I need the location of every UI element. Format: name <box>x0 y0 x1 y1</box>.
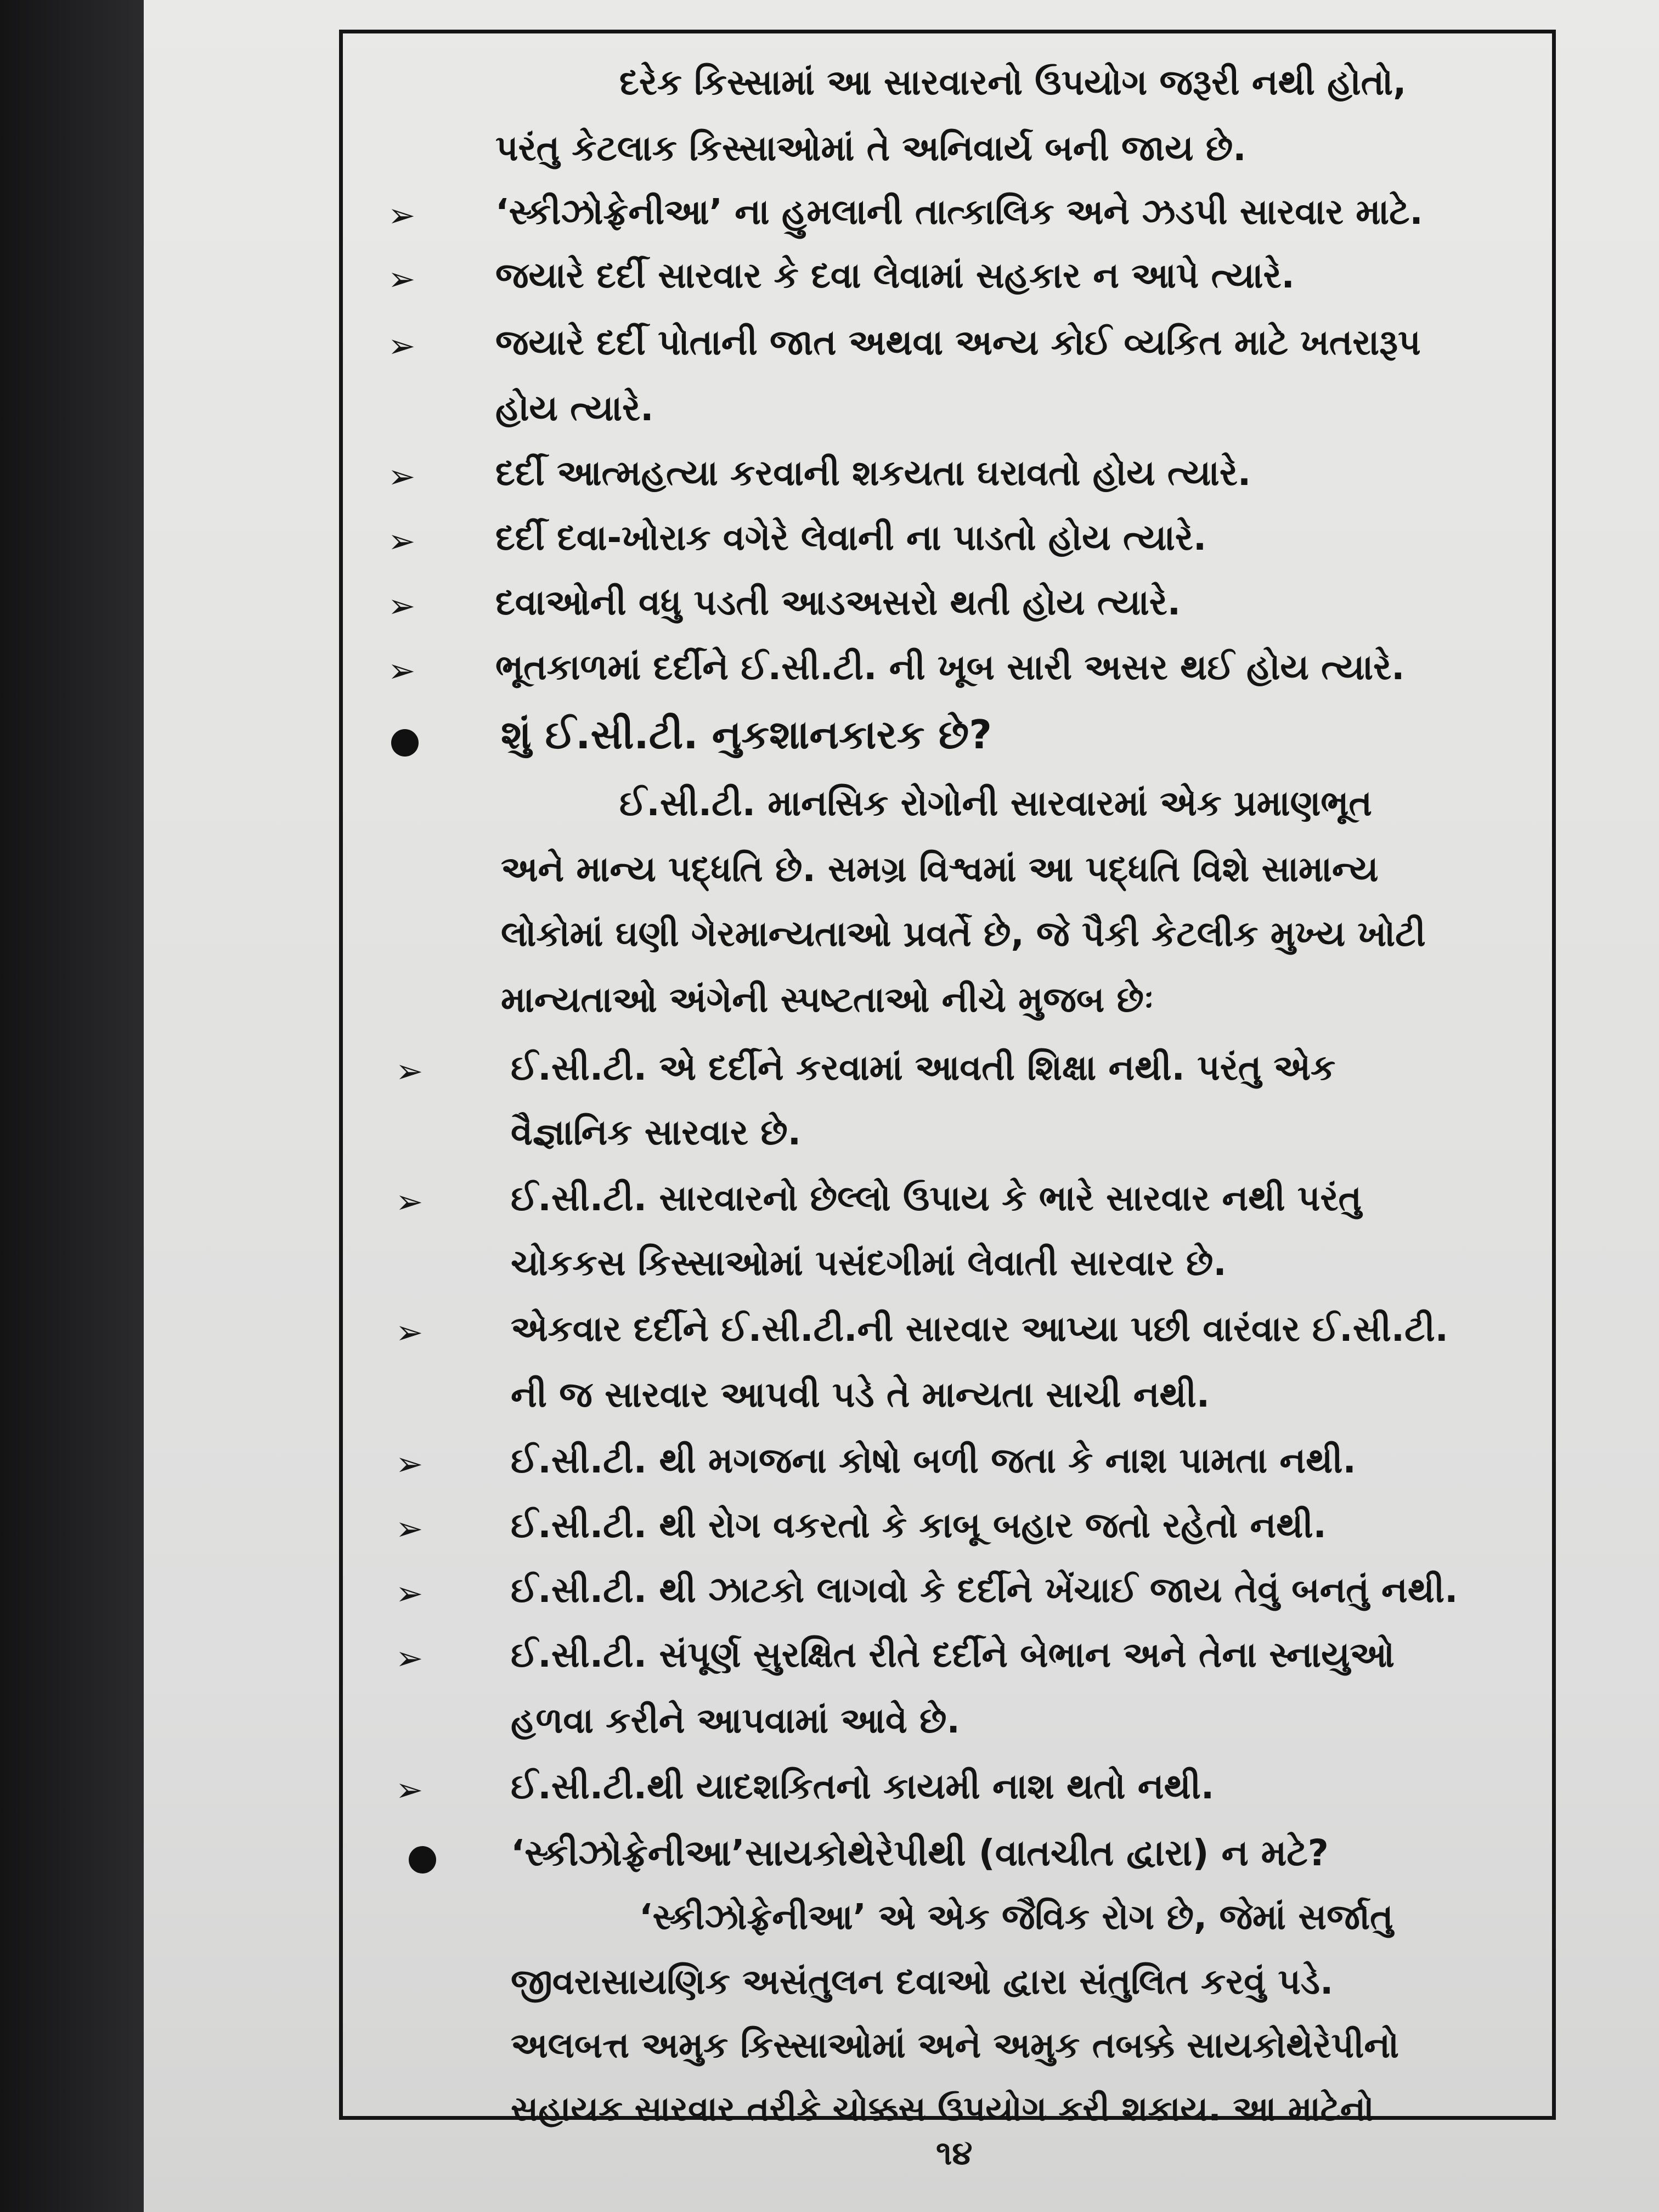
arrow-bullet-icon: ➢ <box>388 587 416 625</box>
bullet-text: દર્દી આત્મહત્યા કરવાની શકયતા ઘરાવતો હોય ત્યારે. <box>495 453 1251 494</box>
bullet-text: ઈ.સી.ટી. સંપૂર્ણ સુરક્ષિત રીતે દર્દીને બેભાન અને તેના સ્નાયુઓ <box>511 1635 1395 1675</box>
section-heading: ‘સ્કીઝોફ્રેનીઆ’સાયકોથેરેપીથી (વાતચીત દ્વારા) ન મટે? <box>511 1832 1329 1874</box>
arrow-bullet-icon: ➢ <box>396 1183 424 1221</box>
paragraph-line: સહાયક સારવાર તરીકે ચોક્કસ ઉપયોગ કરી શકાય. આ માટેનો <box>511 2089 1374 2129</box>
bullet-text: ઈ.સી.ટી. થી મગજના કોષો બળી જતા કે નાશ પામતા નથી. <box>511 1441 1356 1481</box>
paragraph-line: લોકોમાં ઘણી ગેરમાન્યતાઓ પ્રવર્તે છે, જે પૈકી કેટલીક મુખ્ય ખોટી <box>501 914 1426 955</box>
section-bullet-dot-icon <box>391 729 419 757</box>
bullet-text: જયારે દર્દી સારવાર કે દવા લેવામાં સહકાર ન આપે ત્યારે. <box>495 256 1295 296</box>
bullet-text: ઈ.સી.ટી.થી યાદશકિતનો કાયમી નાશ થતો નથી. <box>511 1767 1215 1807</box>
paragraph-line: ઈ.સી.ટી. માનસિક રોગોની સારવારમાં એક પ્રમાણભૂત <box>619 783 1372 824</box>
bullet-text-continued: હળવા કરીને આપવામાં આવે છે. <box>511 1701 960 1741</box>
arrow-bullet-icon: ➢ <box>396 1445 424 1483</box>
section-bullet-dot-icon <box>409 1846 436 1874</box>
arrow-bullet-icon: ➢ <box>388 196 416 235</box>
paragraph-line: જીવરાસાયણિક અસંતુલન દવાઓ દ્વારા સંતુલિત કરવું પડે. <box>511 1962 1334 2002</box>
page-number: ૧૪ <box>936 2134 973 2172</box>
bullet-text: દર્દી દવા-ખોરાક વગેરે લેવાની ના પાડતો હોય ત્યારે. <box>495 518 1207 558</box>
arrow-bullet-icon: ➢ <box>388 652 416 690</box>
arrow-bullet-icon: ➢ <box>396 1313 424 1352</box>
arrow-bullet-icon: ➢ <box>396 1575 424 1613</box>
arrow-bullet-icon: ➢ <box>396 1052 424 1091</box>
section-heading: શું ઈ.સી.ટી. નુકશાનકારક છે? <box>501 712 992 758</box>
bullet-text-continued: વૈજ્ઞાનિક સારવાર છે. <box>511 1113 802 1153</box>
bullet-text-continued: હોય ત્યારે. <box>495 388 654 429</box>
paragraph-line: અલબત્ત અમુક કિસ્સાઓમાં અને અમુક તબક્કે સાયકોથેરેપીનો <box>511 2025 1399 2066</box>
arrow-bullet-icon: ➢ <box>388 522 416 561</box>
bullet-text-continued: ચોકકસ કિસ્સાઓમાં પસંદગીમાં લેવાતી સારવાર છે. <box>511 1243 1227 1284</box>
paragraph-line: પરંતુ કેટલાક કિસ્સાઓમાં તે અનિવાર્ય બની જાય છે. <box>495 128 1246 169</box>
paragraph-line: અને માન્ય પદ્ધતિ છે. સમગ્ર વિશ્વમાં આ પદ્ધતિ વિશે સામાન્ય <box>501 849 1379 890</box>
bullet-text: ભૂતકાળમાં દર્દીને ઈ.સી.ટી. ની ખૂબ સારી અસર થઈ હોય ત્યારે. <box>495 647 1405 688</box>
arrow-bullet-icon: ➢ <box>396 1639 424 1678</box>
paragraph-line: ‘સ્કીઝોફ્રેનીઆ’ એ એક જૈવિક રોગ છે, જેમાં સર્જાતુ <box>639 1897 1393 1938</box>
page-content <box>343 33 1552 2129</box>
paragraph-line: દરેક કિસ્સામાં આ સારવારનો ઉપયોગ જરૂરી નથી હોતો, <box>619 63 1407 103</box>
bullet-text: ઈ.સી.ટી. થી રોગ વકરતો કે કાબૂ બહાર જતો રહેતો નથી. <box>511 1505 1327 1546</box>
bullet-text: ઈ.સી.ટી. એ દર્દીને કરવામાં આવતી શિક્ષા નથી. પરંતુ એક <box>511 1048 1336 1088</box>
arrow-bullet-icon: ➢ <box>388 327 416 365</box>
bullet-text: ઈ.સી.ટી. થી ઝાટકો લાગવો કે દર્દીને ખેંચાઈ જાય તેવું બનતું નથી. <box>511 1570 1458 1611</box>
bullet-text-continued: ની જ સારવાર આપવી પડે તે માન્યતા સાચી નથી. <box>511 1375 1210 1415</box>
arrow-bullet-icon: ➢ <box>396 1510 424 1548</box>
bullet-text: જયારે દર્દી પોતાની જાત અથવા અન્ય કોઈ વ્યકિત માટે ખતરારૂપ <box>495 323 1421 363</box>
arrow-bullet-icon: ➢ <box>388 458 416 496</box>
arrow-bullet-icon: ➢ <box>388 260 416 298</box>
arrow-bullet-icon: ➢ <box>396 1771 424 1809</box>
page-border-frame <box>339 30 1556 2129</box>
bullet-text: ‘સ્કીઝોફ્રેનીઆ’ ના હુમલાની તાત્કાલિક અને ઝડપી સારવાર માટે. <box>495 192 1423 233</box>
bullet-text: ઈ.સી.ટી. સારવારનો છેલ્લો ઉપાય કે ભારે સારવાર નથી પરંતુ <box>511 1178 1362 1219</box>
dark-background-left <box>0 0 144 2212</box>
bullet-text: દવાઓની વધુ પડતી આડઅસરો થતી હોય ત્યારે. <box>495 583 1181 623</box>
bullet-text: એકવાર દર્દીને ઈ.સી.ટી.ની સારવાર આપ્યા પછી વારંવાર ઈ.સી.ટી. <box>511 1309 1448 1350</box>
paragraph-line: માન્યતાઓ અંગેની સ્પષ્ટતાઓ નીચે મુજબ છેઃ <box>501 980 1154 1020</box>
